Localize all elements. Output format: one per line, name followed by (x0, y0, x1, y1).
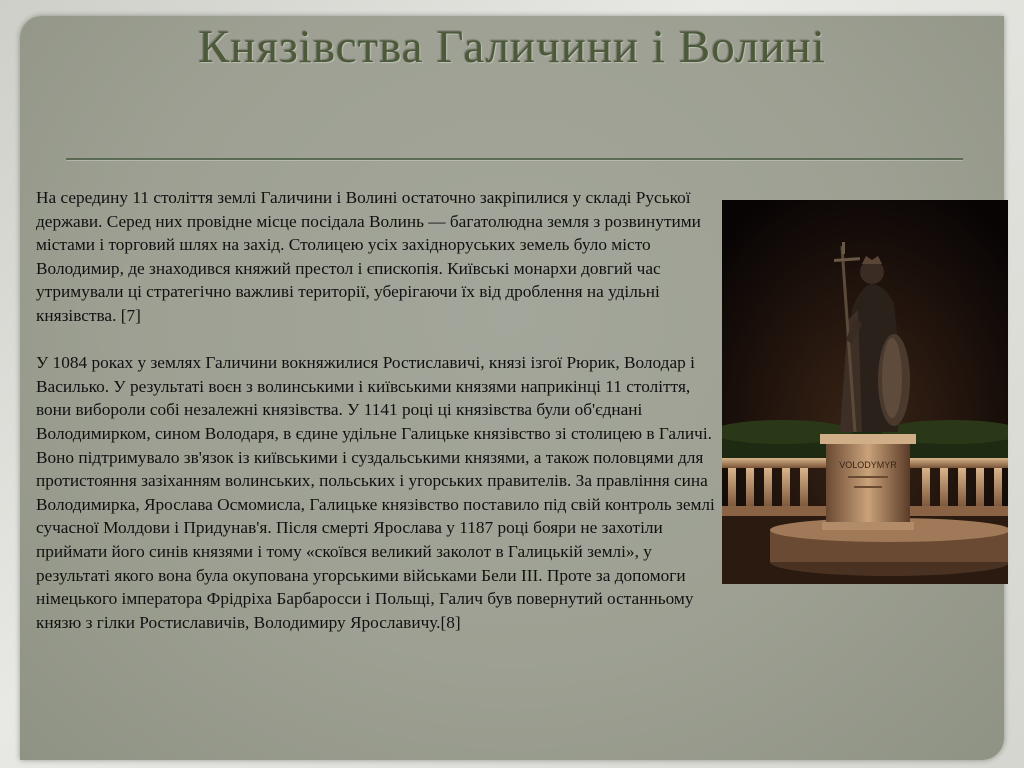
pedestal-inscription: VOLODYMYR (839, 460, 897, 470)
paragraph-1: На середину 11 століття землі Галичини і Волині остаточно закріпилися у складі Руської держави. Серед них провідне місце посідала Волинь — багатолюдна земля з розвинутими містами і торговий шлях на захід. Столицею усіх західноруських земель було місто Володимир, де знаходився княжий престол і єпископія. Київські монархи довгий час утримували ці стратегічно важливі території, уберігаючи їх від дроблення на удільні князівства. [7] (36, 188, 701, 325)
statue-illustration (722, 200, 1008, 584)
statue-photo (722, 200, 1008, 584)
paragraph-2: У 1084 роках у землях Галичини вокняжилися Ростиславичі, князі ізгої Рюрик, Володар і Василько. У результаті воєн з волинськими і київськими князями наприкінці 11 століття, вони виборoли собі незалежні князівства. У 1141 році ці князівства були об'єднані Володимирком, сином Володаря, в єдине удільне Галицьке князівство зі столицею в Галичі. Воно підтримувало зв'язок із київськими і суздальськими князями, а також половцями для протистояння зазіханням волинських, польських і угорських правителів. За правління сина Володимирка, Ярослава Осмомисла, Галицьке князівство поставило під свій контроль землі сучасної Молдови і Придунав'я. Після смерті Ярослава у 1187 році бояри не захотіли приймати його синів князями і тому «скоївся великий заколот в Галицькій землі», у результаті якого вона була окупована угорськими військами Бели III. Проте за допомоги німецького імператора Фрідріха Барбаросси і Польщі, Галич був повернутий останньому князю з гілки Ростиславичів, Володимиру Ярославичу.[8] (36, 353, 715, 632)
body-text (36, 186, 716, 658)
title-divider (66, 158, 963, 160)
slide-title: Князівства Галичини і Волині (198, 21, 826, 73)
